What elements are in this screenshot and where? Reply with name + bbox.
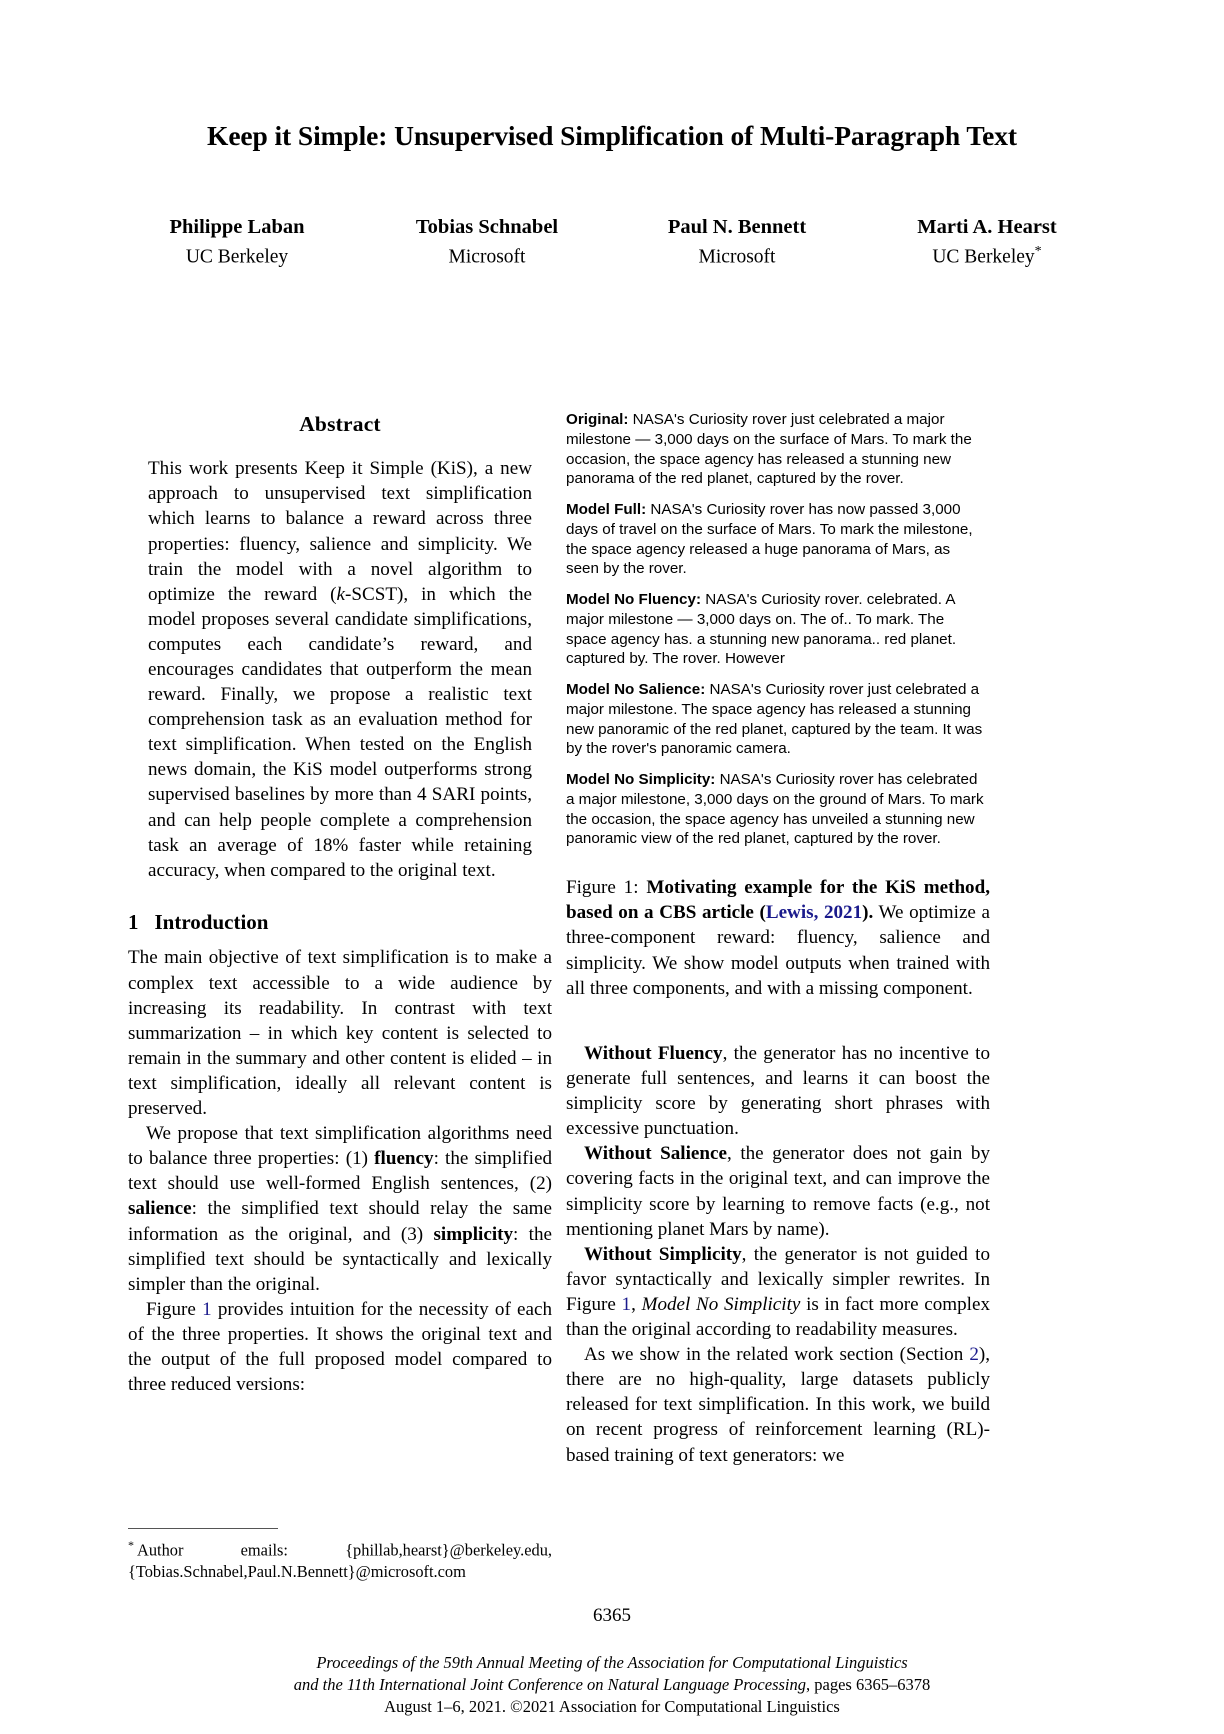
p2-text-c: : the simplified text should use well-formed English sentences, (2) bbox=[128, 1148, 552, 1195]
abstract-body bbox=[148, 456, 532, 883]
figure-item-label: Model No Salience: bbox=[566, 681, 706, 698]
abstract-text-part1: This work presents Keep it Simple (KiS), a new approach to unsupervised text simplification which learns to balance a reward across three properties: fluency, salience and simplicity. We train the model with a novel algorithm to optimize the reward ( bbox=[148, 458, 532, 605]
figure-item-text: NASA's Curiosity rover just celebrated a major milestone. The space agency has released a stunning new panoramic of the red planet, captured by the team. It was by the rover's panoramic camera. bbox=[566, 681, 983, 758]
paragraph-without-salience bbox=[566, 1141, 990, 1241]
citation-link-lewis-2021[interactable]: Lewis, 2021 bbox=[765, 902, 863, 924]
footer-line-2 bbox=[0, 1674, 1224, 1696]
without-salience-label: Without Salience bbox=[584, 1143, 727, 1165]
author-list bbox=[112, 215, 1112, 270]
abstract-heading: Abstract bbox=[299, 412, 381, 436]
author-block-4 bbox=[862, 215, 1112, 270]
figure-item-text: NASA's Curiosity rover has now passed 3,000 days of travel on the surface of Mars. To mark the milestone, the space agency released a huge panorama of Mars, as seen by the rover. bbox=[566, 501, 973, 578]
author-block-1 bbox=[112, 215, 362, 270]
author-name: Philippe Laban bbox=[169, 216, 305, 238]
figure-reference-link[interactable]: 1 bbox=[202, 1298, 212, 1320]
footer-line-3: August 1–6, 2021. ©2021 Association for Computational Linguistics bbox=[384, 1696, 840, 1716]
affiliation-text: Microsoft bbox=[448, 246, 526, 268]
column-gap-spacer bbox=[566, 1001, 990, 1041]
related-work-text-b: ), there are no high-quality, large datasets publicly released for text simplification. In this work, we build on recent progress of reinforcement learning (RL)-based training of text generators: we bbox=[566, 1344, 990, 1466]
author-block-3 bbox=[612, 215, 862, 270]
abstract-text-part2: -SCST), in which the model proposes several candidate simplifications, computes each candidate’s reward, and encourages candidates that outperform the mean reward. Finally, we propose a realistic text comprehension task as an evaluation method for text simplification. When tested on the English news domain, the KiS model outperforms strong supervised baselines by more than 4 SARI points, and can help people complete a comprehension task an average of 18% faster while retaining accuracy, when compared to the original text. bbox=[148, 583, 532, 881]
author-affiliation bbox=[862, 243, 1112, 271]
without-simplicity-label: Without Simplicity bbox=[584, 1243, 742, 1265]
without-simplicity-text-b: , bbox=[631, 1293, 642, 1315]
footer-line-2-italic: and the 11th International Joint Conference on Natural Language Processing bbox=[293, 1674, 806, 1694]
figure-item-label: Model No Fluency: bbox=[566, 591, 702, 608]
author-affiliation bbox=[362, 243, 612, 271]
right-column bbox=[566, 410, 990, 1468]
figure-item-model-no-simplicity bbox=[566, 770, 986, 849]
paragraph-without-fluency bbox=[566, 1041, 990, 1141]
model-no-simplicity-italic: Model No Simplicity bbox=[641, 1293, 801, 1315]
paragraph-without-simplicity bbox=[566, 1242, 990, 1342]
p2-text-d: : the simplified text should relay the same information as the original, and (3) bbox=[128, 1198, 552, 1245]
figure-1-example-panel bbox=[566, 410, 986, 849]
figure-item-text: NASA's Curiosity rover just celebrated a major milestone — 3,000 days on the surface of Mars. To mark the occasion, the space agency has released a stunning new panorama of the red planet, captured by the rover. bbox=[566, 411, 972, 488]
page-number: 6365 bbox=[593, 1605, 631, 1626]
footer-line-1: Proceedings of the 59th Annual Meeting of the Association for Computational Linguistics bbox=[316, 1653, 908, 1672]
footnote-block bbox=[128, 1528, 552, 1582]
paragraph-related-work bbox=[566, 1342, 990, 1467]
page-title: Keep it Simple: Unsupervised Simplification of Multi-Paragraph Text bbox=[207, 120, 1017, 151]
figure-item-label: Model No Simplicity: bbox=[566, 771, 716, 788]
footnote-star-marker: * bbox=[128, 1538, 134, 1552]
footnote-divider bbox=[128, 1528, 278, 1529]
proceedings-footer bbox=[0, 1652, 1224, 1718]
figure-item-label: Original: bbox=[566, 411, 629, 428]
author-name: Paul N. Bennett bbox=[667, 216, 807, 238]
related-work-text-a: As we show in the related work section (Section bbox=[584, 1344, 970, 1366]
section-number: 1 bbox=[128, 909, 139, 934]
section-reference-link[interactable]: 2 bbox=[969, 1344, 979, 1366]
section-title: Introduction bbox=[154, 909, 269, 934]
author-name: Tobias Schnabel bbox=[415, 216, 559, 238]
left-column bbox=[128, 410, 552, 1397]
intro-paragraph-3 bbox=[128, 1297, 552, 1397]
section-heading-introduction bbox=[128, 909, 552, 937]
without-simplicity-text-c: is in fact more complex than the original according to readability measures. bbox=[566, 1293, 991, 1341]
figure-caption-bold-a: Motivating example for the KiS method, based on a CBS article ( bbox=[566, 877, 990, 924]
affiliation-text: UC Berkeley bbox=[932, 246, 1035, 268]
footer-line-2-pages: , pages 6365–6378 bbox=[806, 1674, 931, 1694]
property-fluency: fluency bbox=[374, 1148, 434, 1170]
author-block-2 bbox=[362, 215, 612, 270]
figure-item-model-full bbox=[566, 500, 986, 579]
affiliation-text: UC Berkeley bbox=[185, 246, 289, 268]
figure-reference-link[interactable]: 1 bbox=[621, 1293, 632, 1315]
figure-item-text: NASA's Curiosity rover. celebrated. A major milestone — 3,000 days on. The of.. To mark. The space agency has. a stunning new panorama.. red planet. captured by. The rover. However bbox=[566, 591, 957, 668]
figure-1-caption bbox=[566, 875, 990, 1001]
without-fluency-text: , the generator has no incentive to generate full sentences, and learns it can boost the simplicity score by generating short phrases with excessive punctuation. bbox=[566, 1043, 990, 1140]
author-affiliation bbox=[112, 243, 362, 271]
abstract-k-symbol: k bbox=[336, 583, 345, 605]
author-affiliation bbox=[612, 243, 862, 271]
author-name: Marti A. Hearst bbox=[917, 216, 1057, 238]
footnote-text bbox=[128, 1538, 552, 1582]
property-simplicity: simplicity bbox=[433, 1223, 514, 1245]
figure-caption-bold-b: ). bbox=[862, 902, 874, 924]
figure-item-model-no-fluency bbox=[566, 590, 986, 669]
intro-paragraph-1: The main objective of text simplification is to make a complex text accessible to a wide audience by increasing its readability. In contrast with text summarization – in which key content is selected to remain in the summary and other content is elided – in text simplification, ideally all relevant content is preserved. bbox=[128, 947, 552, 1120]
intro-paragraph-2 bbox=[128, 1121, 552, 1297]
without-fluency-label: Without Fluency bbox=[584, 1043, 723, 1065]
p2-text-e: : the simplified text should be syntactically and lexically simpler than the original. bbox=[128, 1223, 553, 1295]
figure-item-original bbox=[566, 410, 986, 489]
without-simplicity-text-a: , the generator is not guided to favor syntactically and lexically simpler rewrites. In Figure bbox=[566, 1243, 991, 1315]
without-salience-text: , the generator does not gain by covering facts in the original text, and can improve the simplicity score by learning to remove facts (e.g., not mentioning planet Mars by name). bbox=[566, 1143, 990, 1240]
figure-item-model-no-salience bbox=[566, 680, 986, 759]
affiliation-text: Microsoft bbox=[698, 246, 776, 268]
figure-caption-rest: We optimize a three-component reward: fluency, salience and simplicity. We show model outputs when trained with all three components, and with a missing component. bbox=[566, 902, 990, 999]
p2-text-a: We propose that text simplification algorithms need to balance three properties: (1) bbox=[128, 1123, 552, 1170]
affiliation-star: * bbox=[1034, 243, 1042, 259]
p3-text-b: provides intuition for the necessity of each of the three properties. It shows the original text and the output of the full proposed model compared to three reduced versions: bbox=[128, 1298, 552, 1396]
p3-text-a: Figure bbox=[146, 1298, 203, 1320]
footnote-body: Author emails: {phillab,hearst}@berkeley.edu, {Tobias.Schnabel,Paul.N.Bennett}@microsoft.com bbox=[128, 1540, 552, 1581]
figure-item-text: NASA's Curiosity rover has celebrated a major milestone, 3,000 days on the ground of Mars. To mark the occasion, the space agency has unveiled a stunning new panoramic view of the red planet, captured by the rover. bbox=[566, 771, 984, 848]
figure-item-label: Model Full: bbox=[566, 501, 647, 518]
property-salience: salience bbox=[128, 1198, 192, 1220]
figure-caption-prefix: Figure 1: bbox=[566, 877, 647, 898]
